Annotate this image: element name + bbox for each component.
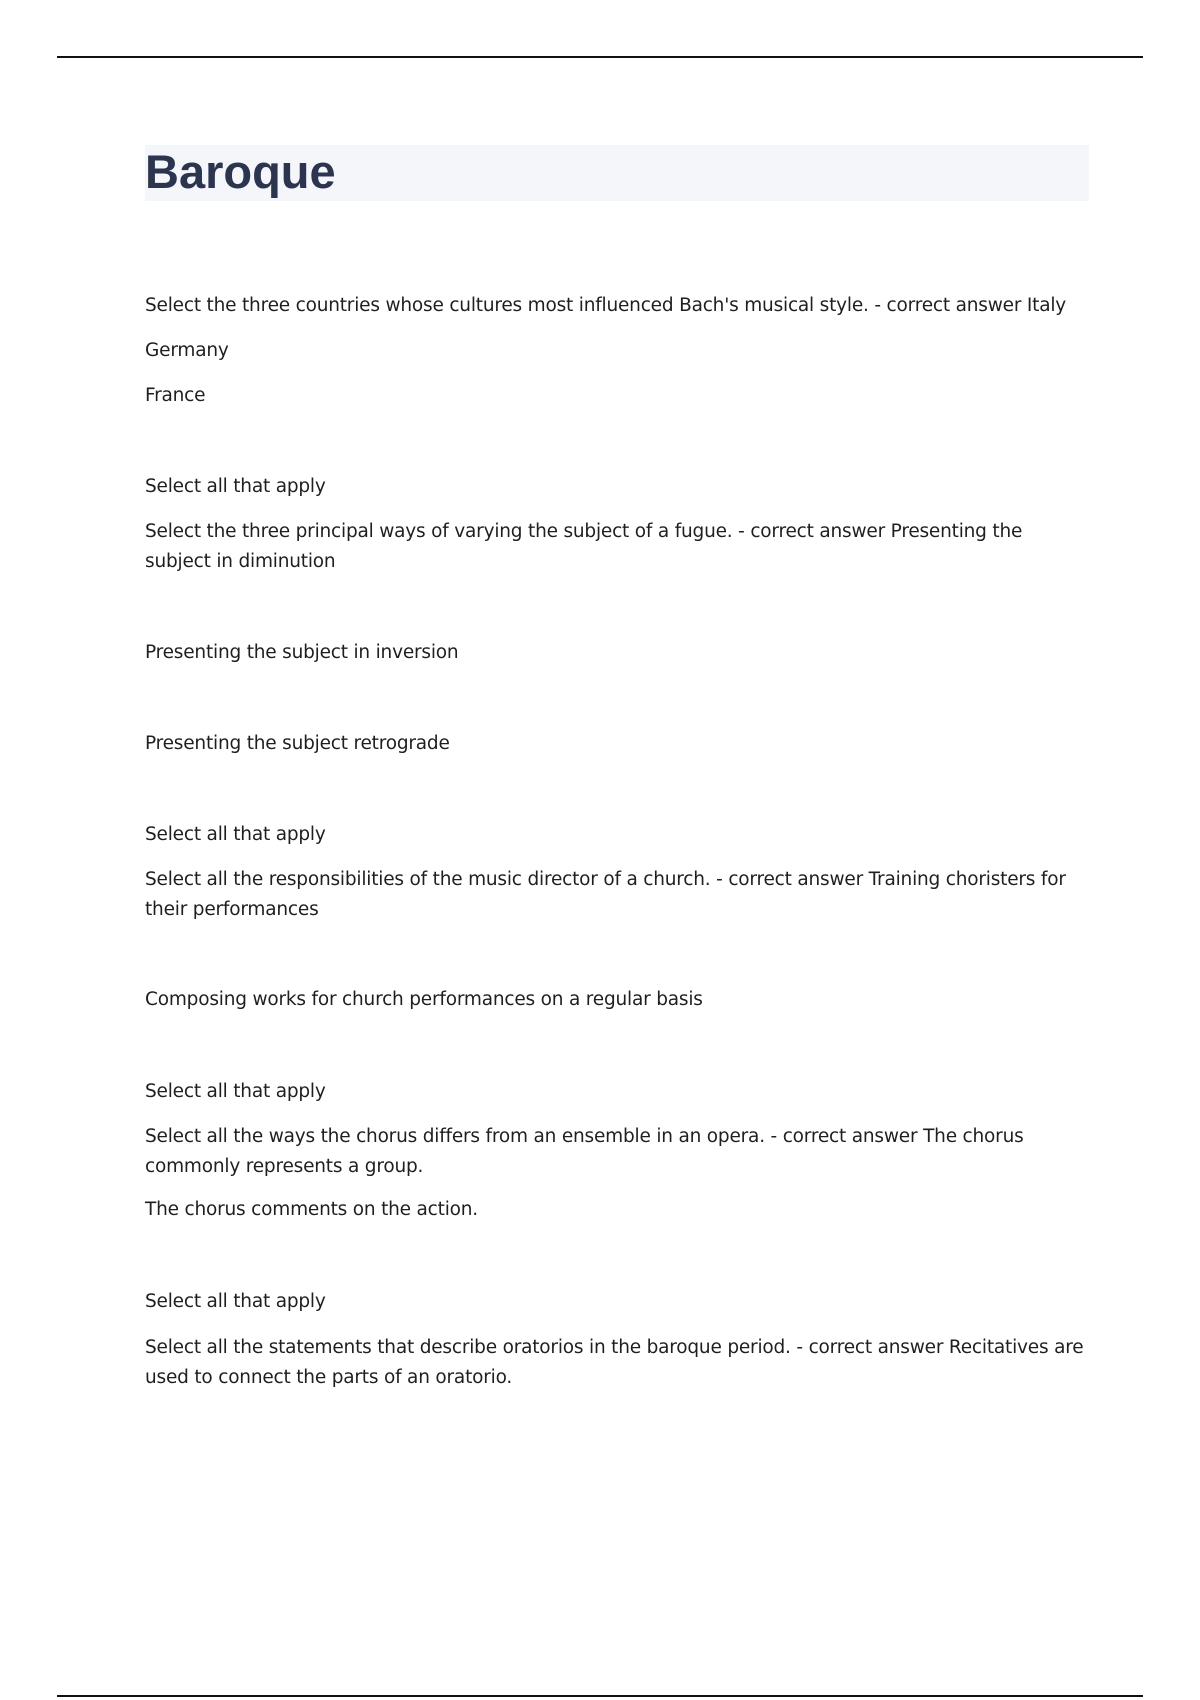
footer-rule (57, 1695, 1143, 1697)
page-title: Baroque (145, 145, 336, 198)
answer-text: Presenting the subject in inversion (145, 642, 459, 663)
instruction-text: Select all that apply (145, 824, 326, 845)
question-text: Select the three countries whose cultures most influenced Bach's musical style. - correct answer Italy (145, 295, 1067, 316)
instruction-text: Select all that apply (145, 1081, 326, 1102)
instruction-text: Select all that apply (145, 476, 326, 497)
question-text: Select all the statements that describe oratorios in the baroque period. - correct answer Recitatives are used to connect the parts of an oratorio. (145, 1337, 1084, 1388)
answer-text: The chorus comments on the action. (145, 1199, 478, 1220)
question-text: Select the three principal ways of varying the subject of a fugue. - correct answer Presenting the subject in diminution (145, 521, 1023, 572)
instruction-text: Select all that apply (145, 1291, 326, 1312)
answer-text: Presenting the subject retrograde (145, 733, 450, 754)
answer-text: France (145, 385, 206, 406)
question-text: Select all the ways the chorus differs from an ensemble in an opera. - correct answer The chorus commonly represents a group. (145, 1126, 1024, 1177)
question-text: Select all the responsibilities of the music director of a church. - correct answer Training choristers for their performances (145, 869, 1066, 920)
answer-text: Germany (145, 340, 229, 361)
answer-text: Composing works for church performances on a regular basis (145, 989, 703, 1010)
header-rule (57, 56, 1143, 58)
